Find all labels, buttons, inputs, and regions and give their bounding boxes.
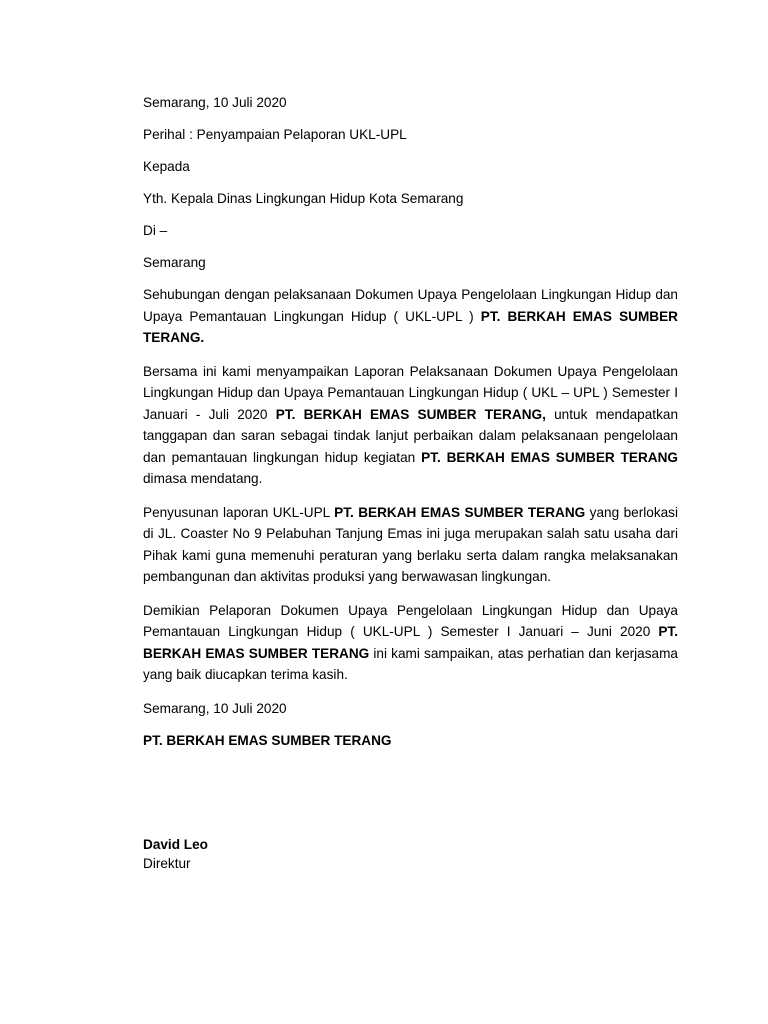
signature-block (143, 835, 678, 873)
paragraph-location-text-1: Penyusunan laporan UKL-UPL (143, 504, 335, 520)
paragraph-submission-text-3: dimasa mendatang. (143, 471, 263, 486)
paragraph-closing-text-1: Demikian Pelaporan Dokumen Upaya Pengelolaan Lingkungan Hidup dan Upaya Pemantauan Lingkungan Hidup ( UKL-UPL ) Semester I Januari – Juni 2020 (143, 602, 678, 639)
paragraph-submission-text-1: Bersama ini kami menyampaikan Laporan Pelaksanaan Dokumen Upaya Pengelolaan Lingkungan Hidup dan Upaya Pemantauan Lingkungan Hidup ( UKL – UPL ) Semester I Januari - Juli 2020 (143, 363, 678, 422)
paragraph-closing-text-2: ini kami sampaikan, atas perhatian dan kerjasama yang baik diucapkan terima kasih. (143, 645, 678, 682)
paragraph-closing (143, 600, 678, 686)
company-name: PT. BERKAH EMAS SUMBER TERANG (421, 449, 678, 465)
paragraph-location-text-2: yang berlokasi di JL. Coaster No 9 Pelabuhan Tanjung Emas ini juga merupakan salah satu usaha dari Pihak kami guna memenuhi peraturan yang berlaku serta dalam rangka melaksanakan pembangunan dan aktivitas produksi yang berwawasan lingkungan. (143, 504, 678, 584)
recipient: Yth. Kepala Dinas Lingkungan Hidup Kota Semarang (143, 191, 464, 206)
to-label: Kepada (143, 159, 190, 174)
letter-subject: Perihal : Penyampaian Pelaporan UKL-UPL (143, 127, 407, 142)
recipient-city: Semarang (143, 255, 206, 270)
company-name: PT. BERKAH EMAS SUMBER TERANG (143, 624, 678, 661)
recipient-di: Di – (143, 223, 168, 238)
company-name: PT. BERKAH EMAS SUMBER TERANG, (275, 406, 546, 422)
signer-name: David Leo (143, 837, 208, 852)
letter-date: Semarang, 10 Juli 2020 (143, 95, 287, 110)
paragraph-submission (143, 361, 678, 490)
paragraph-location (143, 502, 678, 588)
signature-company: PT. BERKAH EMAS SUMBER TERANG (143, 732, 392, 748)
company-name: PT. BERKAH EMAS SUMBER TERANG. (143, 308, 678, 345)
letter-body (143, 92, 678, 873)
signer-title: Direktur (143, 856, 191, 871)
company-name: PT. BERKAH EMAS SUMBER TERANG (334, 504, 586, 520)
paragraph-submission-text-2: untuk mendapatkan tanggapan dan saran sebagai tindak lanjut perbaikan dalam pelaksanaan pengelolaan dan pemantauan lingkungan hidup kegiatan (143, 406, 678, 465)
paragraph-intro-text: Sehubungan dengan pelaksanaan Dokumen Upaya Pengelolaan Lingkungan Hidup dan Upaya Pemantauan Lingkungan Hidup ( UKL-UPL ) (143, 287, 678, 324)
paragraph-intro (143, 284, 678, 349)
closing-date: Semarang, 10 Juli 2020 (143, 700, 287, 716)
